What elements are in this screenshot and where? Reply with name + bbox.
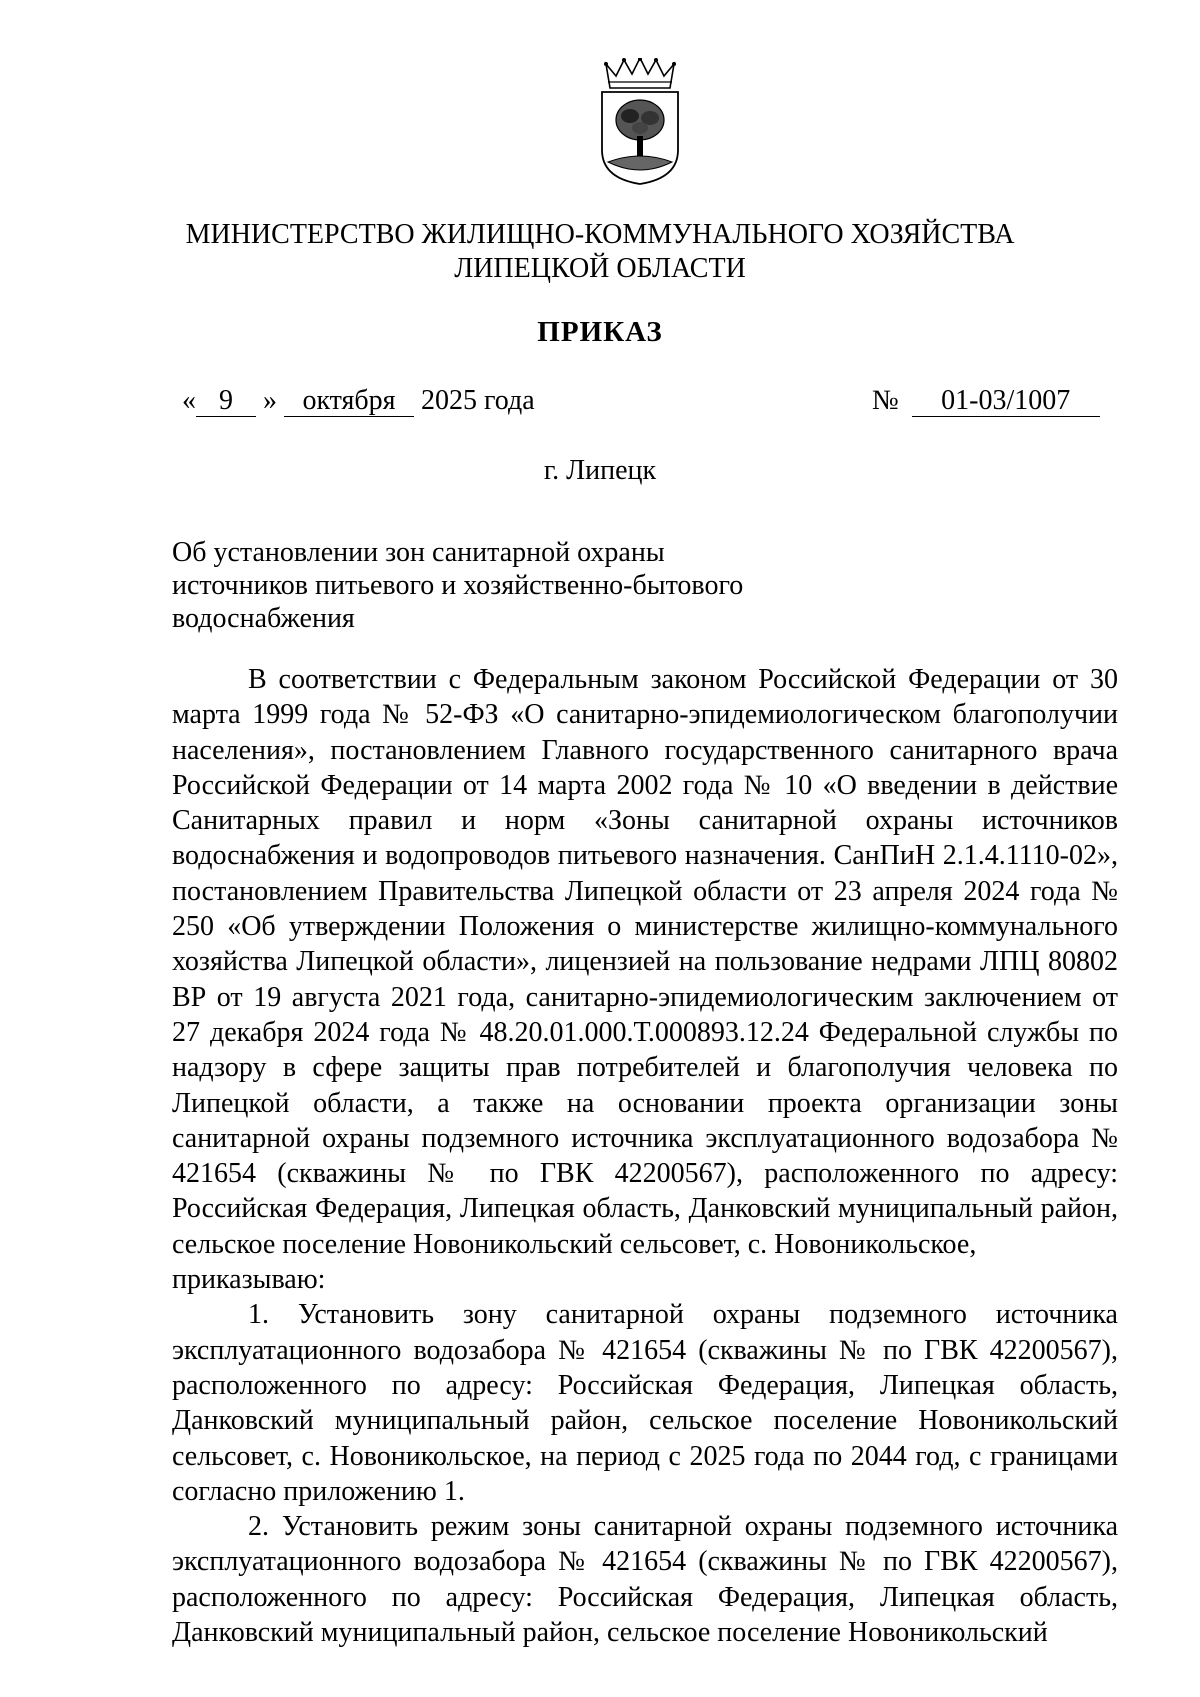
preamble-paragraph: В соответствии с Федеральным законом Российской Федерации от 30 марта 1999 года № 52-ФЗ «О санитарно-эпидемиологическом благополучии населения», постановлением Главного государственного санитарного врача Российской Федерации от 14 марта 2002 года № 10 «О введении в действие Санитарных правил и норм «Зоны санитарной охраны источников водоснабжения и водопроводов питьевого назначения. СанПиН 2.1.4.1110-02», постановлением Правительства Липецкой области от 23 апреля 2024 года № 250 «Об утверждении Положения о министерстве жилищно-коммунального хозяйства Липецкой области», лицензией на пользование недрами ЛПЦ 80802 ВР от 19 августа 2021 года, санитарно-эпидемиологическим заключением от 27 декабря 2024 года № 48.20.01.000.Т.000893.12.24 Федеральной службы по надзору в сфере защиты прав потребителей и благополучия человека по Липецкой области, а также на основании проекта организации зоны санитарной охраны подземного источника эксплуатационного водозабора № 421654 (скважины № по ГВК 42200567), расположенного по адресу: Российская Федерация, Липецкая область, Данковский муниципальный район, сельское поселение Новоникольский сельсовет, с. Новоникольское, bbox=[172, 664, 1118, 1260]
date-quote-open: « bbox=[182, 385, 196, 416]
order-item-1: 1. Установить зону санитарной охраны подземного источника эксплуатационного водозабора № 421654 (скважины № по ГВК 42200567), расположенного по адресу: Российская Федерация, Липецкая область, Данковский муниципальный район, сельское поселение Новоникольский сельсовет, с. Новоникольское, на период с 2025 года по 2044 год, с границами согласно приложению 1. bbox=[172, 1299, 1118, 1507]
ministry-name bbox=[0, 218, 1200, 286]
order-word: приказываю: bbox=[172, 1264, 326, 1296]
date-year: 2025 года bbox=[421, 385, 535, 416]
ministry-name-line1: МИНИСТЕРСТВО ЖИЛИЩНО-КОММУНАЛЬНОГО ХОЗЯЙСТВА bbox=[185, 219, 1015, 250]
order-date bbox=[182, 385, 535, 417]
order-subject bbox=[172, 536, 792, 635]
order-number bbox=[872, 385, 1100, 417]
order-number-value: 01-03/1007 bbox=[912, 386, 1100, 417]
date-month: октября bbox=[284, 386, 414, 417]
date-quote-close: » bbox=[263, 385, 277, 416]
document-type-title: ПРИКАЗ bbox=[537, 316, 663, 348]
date-day: 9 bbox=[196, 386, 256, 417]
number-sign: № bbox=[872, 385, 899, 416]
lipetsk-oblast-coat-of-arms-icon bbox=[594, 58, 686, 186]
order-body bbox=[172, 662, 1118, 1650]
subject-line1: Об установлении зон санитарной охраны bbox=[172, 537, 665, 568]
subject-line3: водоснабжения bbox=[172, 603, 355, 634]
order-item-2: 2. Установить режим зоны санитарной охраны подземного источника эксплуатационного водозабора № 421654 (скважины № по ГВК 42200567), расположенного по адресу: Российская Федерация, Липецкая область, Данковский муниципальный район, сельское поселение Новоникольский bbox=[172, 1511, 1118, 1649]
ministry-name-line2: ЛИПЕЦКОЙ ОБЛАСТИ bbox=[454, 253, 746, 284]
city-line: г. Липецк bbox=[543, 455, 657, 486]
subject-line2: источников питьевого и хозяйственно-бытового bbox=[172, 570, 744, 601]
